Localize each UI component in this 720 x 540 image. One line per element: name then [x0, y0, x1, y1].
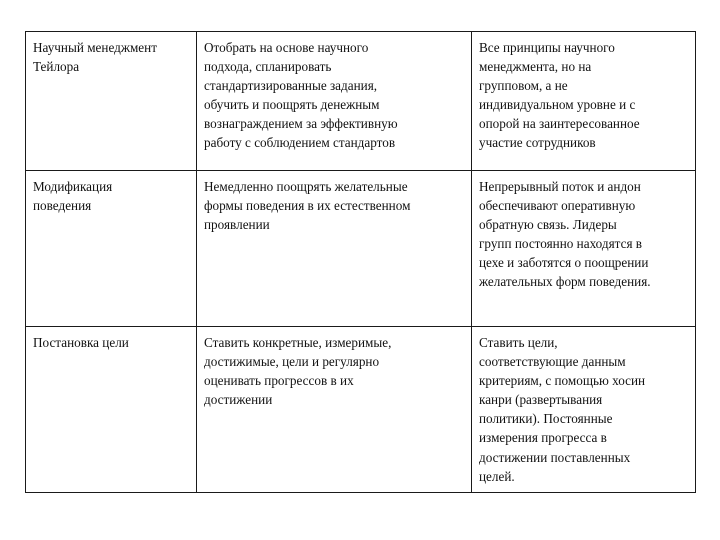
comparison-table — [25, 31, 696, 493]
concept-cell: Научный менеджмент Тейлора — [26, 32, 197, 171]
table-row — [26, 171, 696, 327]
table-row — [26, 327, 696, 493]
traditional-cell: Немедленно поощрять желательные формы поведения в их естественном проявлении — [197, 171, 472, 327]
lean-cell: Ставить цели, соответствующие данным критериям, с помощью хосин канри (развертывания политики). Постоянные измерения прогресса в достижении поставленных целей. — [472, 327, 696, 493]
traditional-cell: Отобрать на основе научного подхода, спланировать стандартизированные задания, обучить и поощрять денежным вознаграждением за эффективную работу с соблюдением стандартов — [197, 32, 472, 171]
traditional-cell: Ставить конкретные, измеримые, достижимые, цели и регулярно оценивать прогрессов в их достижении — [197, 327, 472, 493]
lean-cell: Все принципы научного менеджмента, но на групповом, а не индивидуальном уровне и с опорой на заинтересованное участие сотрудников — [472, 32, 696, 171]
table-row — [26, 32, 696, 171]
concept-cell: Постановка цели — [26, 327, 197, 493]
lean-cell: Непрерывный поток и андон обеспечивают оперативную обратную связь. Лидеры групп постоянно находятся в цехе и заботятся о поощрении желательных форм поведения. — [472, 171, 696, 327]
concept-cell: Модификация поведения — [26, 171, 197, 327]
